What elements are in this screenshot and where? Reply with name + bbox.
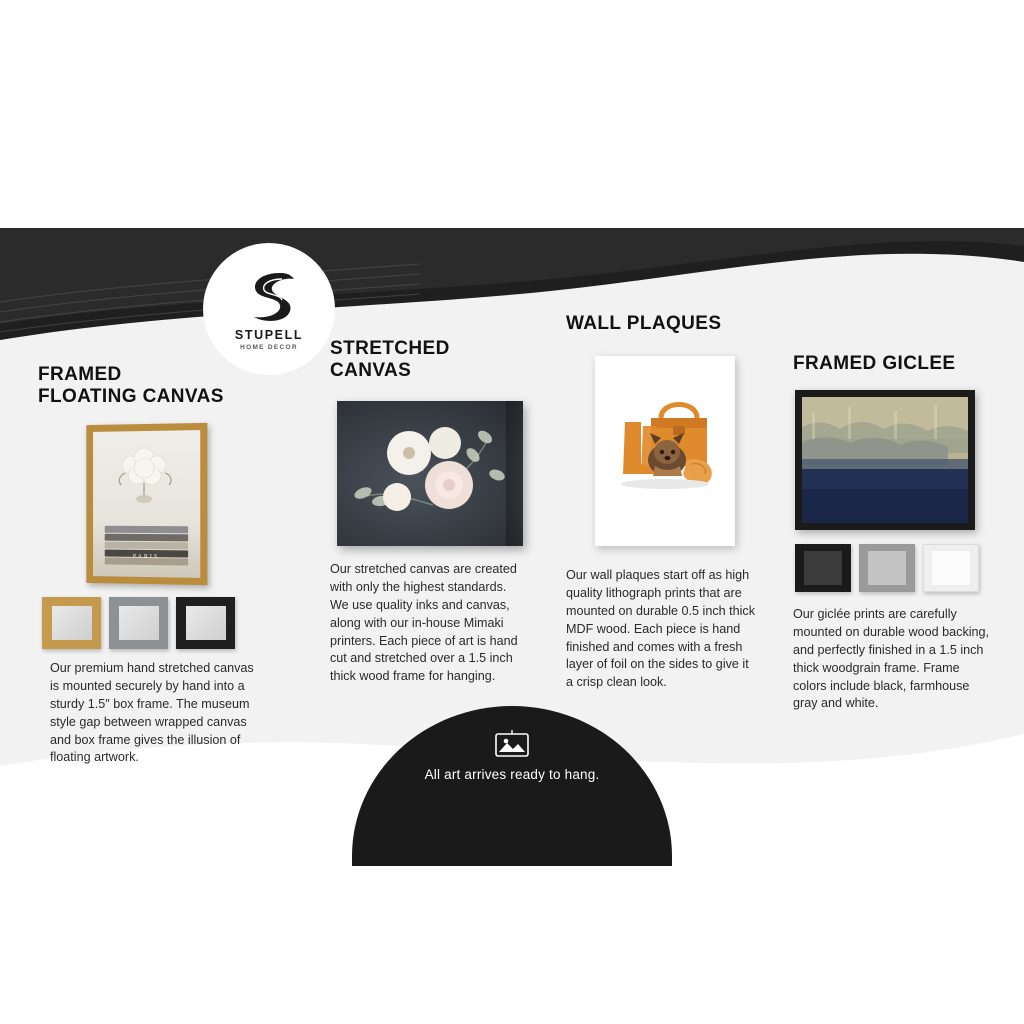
stretched-canvas-description: Our stretched canvas are created with only the highest standards. We use quality inks and canvas, along with our in-house Mimaki printers. Each piece of art is hand cut and stretched over a 1.5 inch thick wood frame for hanging. [330, 562, 518, 684]
section-title-line1: WALL PLAQUES [566, 313, 722, 334]
wall-plaques-description: Our wall plaques start off as high quality lithograph prints that are mounted on durable 0.5 inch thick MDF wood. Each piece is hand finished and comes with a fresh layer of foil on the sides to give it a crisp clean look. [566, 568, 756, 690]
ready-to-hang-text: All art arrives ready to hang. [424, 767, 600, 782]
framed-giclee-artwork [795, 390, 975, 530]
section-title-line1: FRAMED [38, 364, 122, 385]
section-title-line1: STRETCHED [330, 338, 450, 359]
floral-illustration [337, 401, 523, 546]
frame-color-swatches-giclee [795, 544, 979, 592]
brand-tagline: HOME DECOR [240, 344, 298, 352]
hydrangea-bouquet-icon [110, 444, 183, 507]
section-stretched-canvas [330, 338, 530, 383]
swatch-white[interactable] [923, 544, 979, 592]
abstract-landscape-illustration [802, 397, 968, 523]
swatch-farmhouse-gray[interactable] [859, 544, 915, 592]
section-title [566, 313, 762, 335]
section-title-line2: FLOATING CANVAS [38, 386, 224, 408]
section-wall-plaques [566, 313, 762, 335]
swatch-black[interactable] [176, 597, 235, 649]
wall-plaque-artwork [595, 356, 735, 546]
framed-floating-canvas-description: Our premium hand stretched canvas is mounted securely by hand into a sturdy 1.5″ box frame. The museum style gap between wrapped canvas and box frame gives the illusion of floating artwork. [50, 661, 254, 765]
brand-logo-badge [203, 243, 335, 375]
swatch-gray[interactable] [109, 597, 168, 649]
frame-color-swatches-floating [42, 597, 235, 649]
section-title-line1: FRAMED GICLEE [793, 353, 956, 374]
framed-floating-canvas-artwork [86, 423, 207, 585]
section-title [330, 338, 530, 383]
framed-giclee-description: Our giclée prints are carefully mounted on durable wood backing, and perfectly finished in a 1.5 inch thick woodgrain frame. Frame colors include black, farmhouse gray and white. [793, 607, 990, 711]
section-title [793, 353, 998, 375]
stupell-swirl-logo-icon [238, 267, 300, 327]
picture-frame-icon [493, 729, 531, 759]
brand-name: STUPELL [234, 327, 304, 342]
swatch-black[interactable] [795, 544, 851, 592]
artwork-caption: PARIS [132, 553, 160, 561]
section-title-line2: CANVAS [330, 360, 412, 382]
stretched-canvas-artwork [337, 401, 523, 546]
yorkie-boots-handbag-illustration [595, 356, 735, 546]
swatch-gold[interactable] [42, 597, 101, 649]
section-framed-giclee [793, 353, 998, 375]
